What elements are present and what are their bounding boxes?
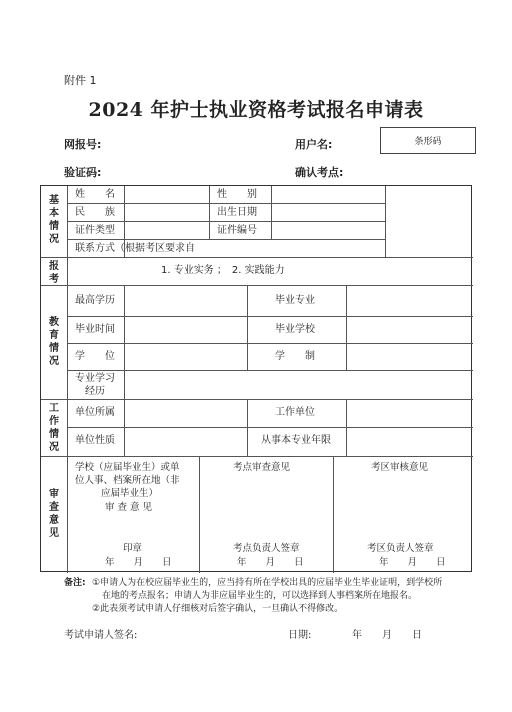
school-label: 毕业学校 xyxy=(275,324,315,335)
section-education: 教育情况 xyxy=(49,317,59,367)
review-col1-line2: 位人事、档案所在地（非 xyxy=(75,475,180,486)
name-label: 姓 名 xyxy=(75,189,115,200)
form-title: 2024 年护士执业资格考试报名申请表 xyxy=(88,99,424,121)
site-sign-date: 年 月 日 xyxy=(237,557,304,568)
barcode-box: 条形码 xyxy=(380,127,476,154)
section-review: 审查意见 xyxy=(49,489,59,539)
district-sign-date: 年 月 日 xyxy=(379,557,446,568)
review-col1-line3: 应届毕业生） xyxy=(101,488,159,499)
seal-date: 年 月 日 xyxy=(105,557,172,568)
system-label: 学 制 xyxy=(275,351,315,362)
exam-options: 1. 专业实务 ； 2. 实践能力 xyxy=(161,265,285,276)
site-review-label: 考点审查意见 xyxy=(233,462,291,473)
major-label: 毕业专业 xyxy=(275,295,315,306)
id-type-label: 证件类型 xyxy=(75,225,115,236)
district-sign-label: 考区负责人签章 xyxy=(367,543,434,554)
note-1-line-1: ①申请人为在校应届毕业生的，应当持有所在学校出具的应届毕业生毕业证明，到学校所 xyxy=(92,578,443,588)
net-id-label: 网报号: xyxy=(64,138,102,151)
note-2: ②此表须考试申请人仔细核对后签字确认，一旦确认不得修改。 xyxy=(92,604,344,614)
years-label: 从事本专业年限 xyxy=(261,435,331,446)
id-number-label: 证件编号 xyxy=(217,225,257,236)
attachment-label: 附件 1 xyxy=(64,74,97,87)
notes-label: 备注: xyxy=(64,578,86,588)
footer-date: 年 月 日 xyxy=(352,630,422,641)
ethnicity-label: 民 族 xyxy=(75,207,115,218)
study-history-label-1: 专业学习 xyxy=(75,373,115,384)
contact-label: 联系方式（根据考区要求自 xyxy=(75,243,195,254)
section-exam: 报考 xyxy=(49,261,59,285)
gender-label: 性 别 xyxy=(217,189,257,200)
username-label: 用户名: xyxy=(295,138,333,151)
review-col1-line4: 审 查 意 见 xyxy=(105,502,153,513)
highest-edu-label: 最高学历 xyxy=(75,295,115,306)
application-table xyxy=(40,185,472,572)
unit-label: 单位所属 xyxy=(75,407,115,418)
birth-label: 出生日期 xyxy=(217,207,257,218)
date-label: 日期: xyxy=(288,630,312,641)
site-sign-label: 考点负责人签章 xyxy=(233,543,300,554)
seal-label: 印章 xyxy=(123,543,143,554)
degree-label: 学 位 xyxy=(75,351,115,362)
study-history-label-2: 经历 xyxy=(85,386,105,397)
unit-location-label: 工作单位 xyxy=(275,407,315,418)
district-review-label: 考区审核意见 xyxy=(371,462,429,473)
confirm-site-label: 确认考点: xyxy=(295,166,344,179)
section-work: 工作情况 xyxy=(49,403,59,453)
grad-time-label: 毕业时间 xyxy=(75,324,115,335)
section-basic: 基本情况 xyxy=(49,195,59,245)
verify-code-label: 验证码: xyxy=(64,166,102,179)
review-col1-line1: 学校（应届毕业生）或单 xyxy=(75,462,180,473)
unit-type-label: 单位性质 xyxy=(75,435,115,446)
note-1-line-2: 在地的考点报名；申请人为非应届毕业生的，可以选择到人事档案所在地报名。 xyxy=(102,591,418,601)
signature-label: 考试申请人签名: xyxy=(64,630,138,641)
